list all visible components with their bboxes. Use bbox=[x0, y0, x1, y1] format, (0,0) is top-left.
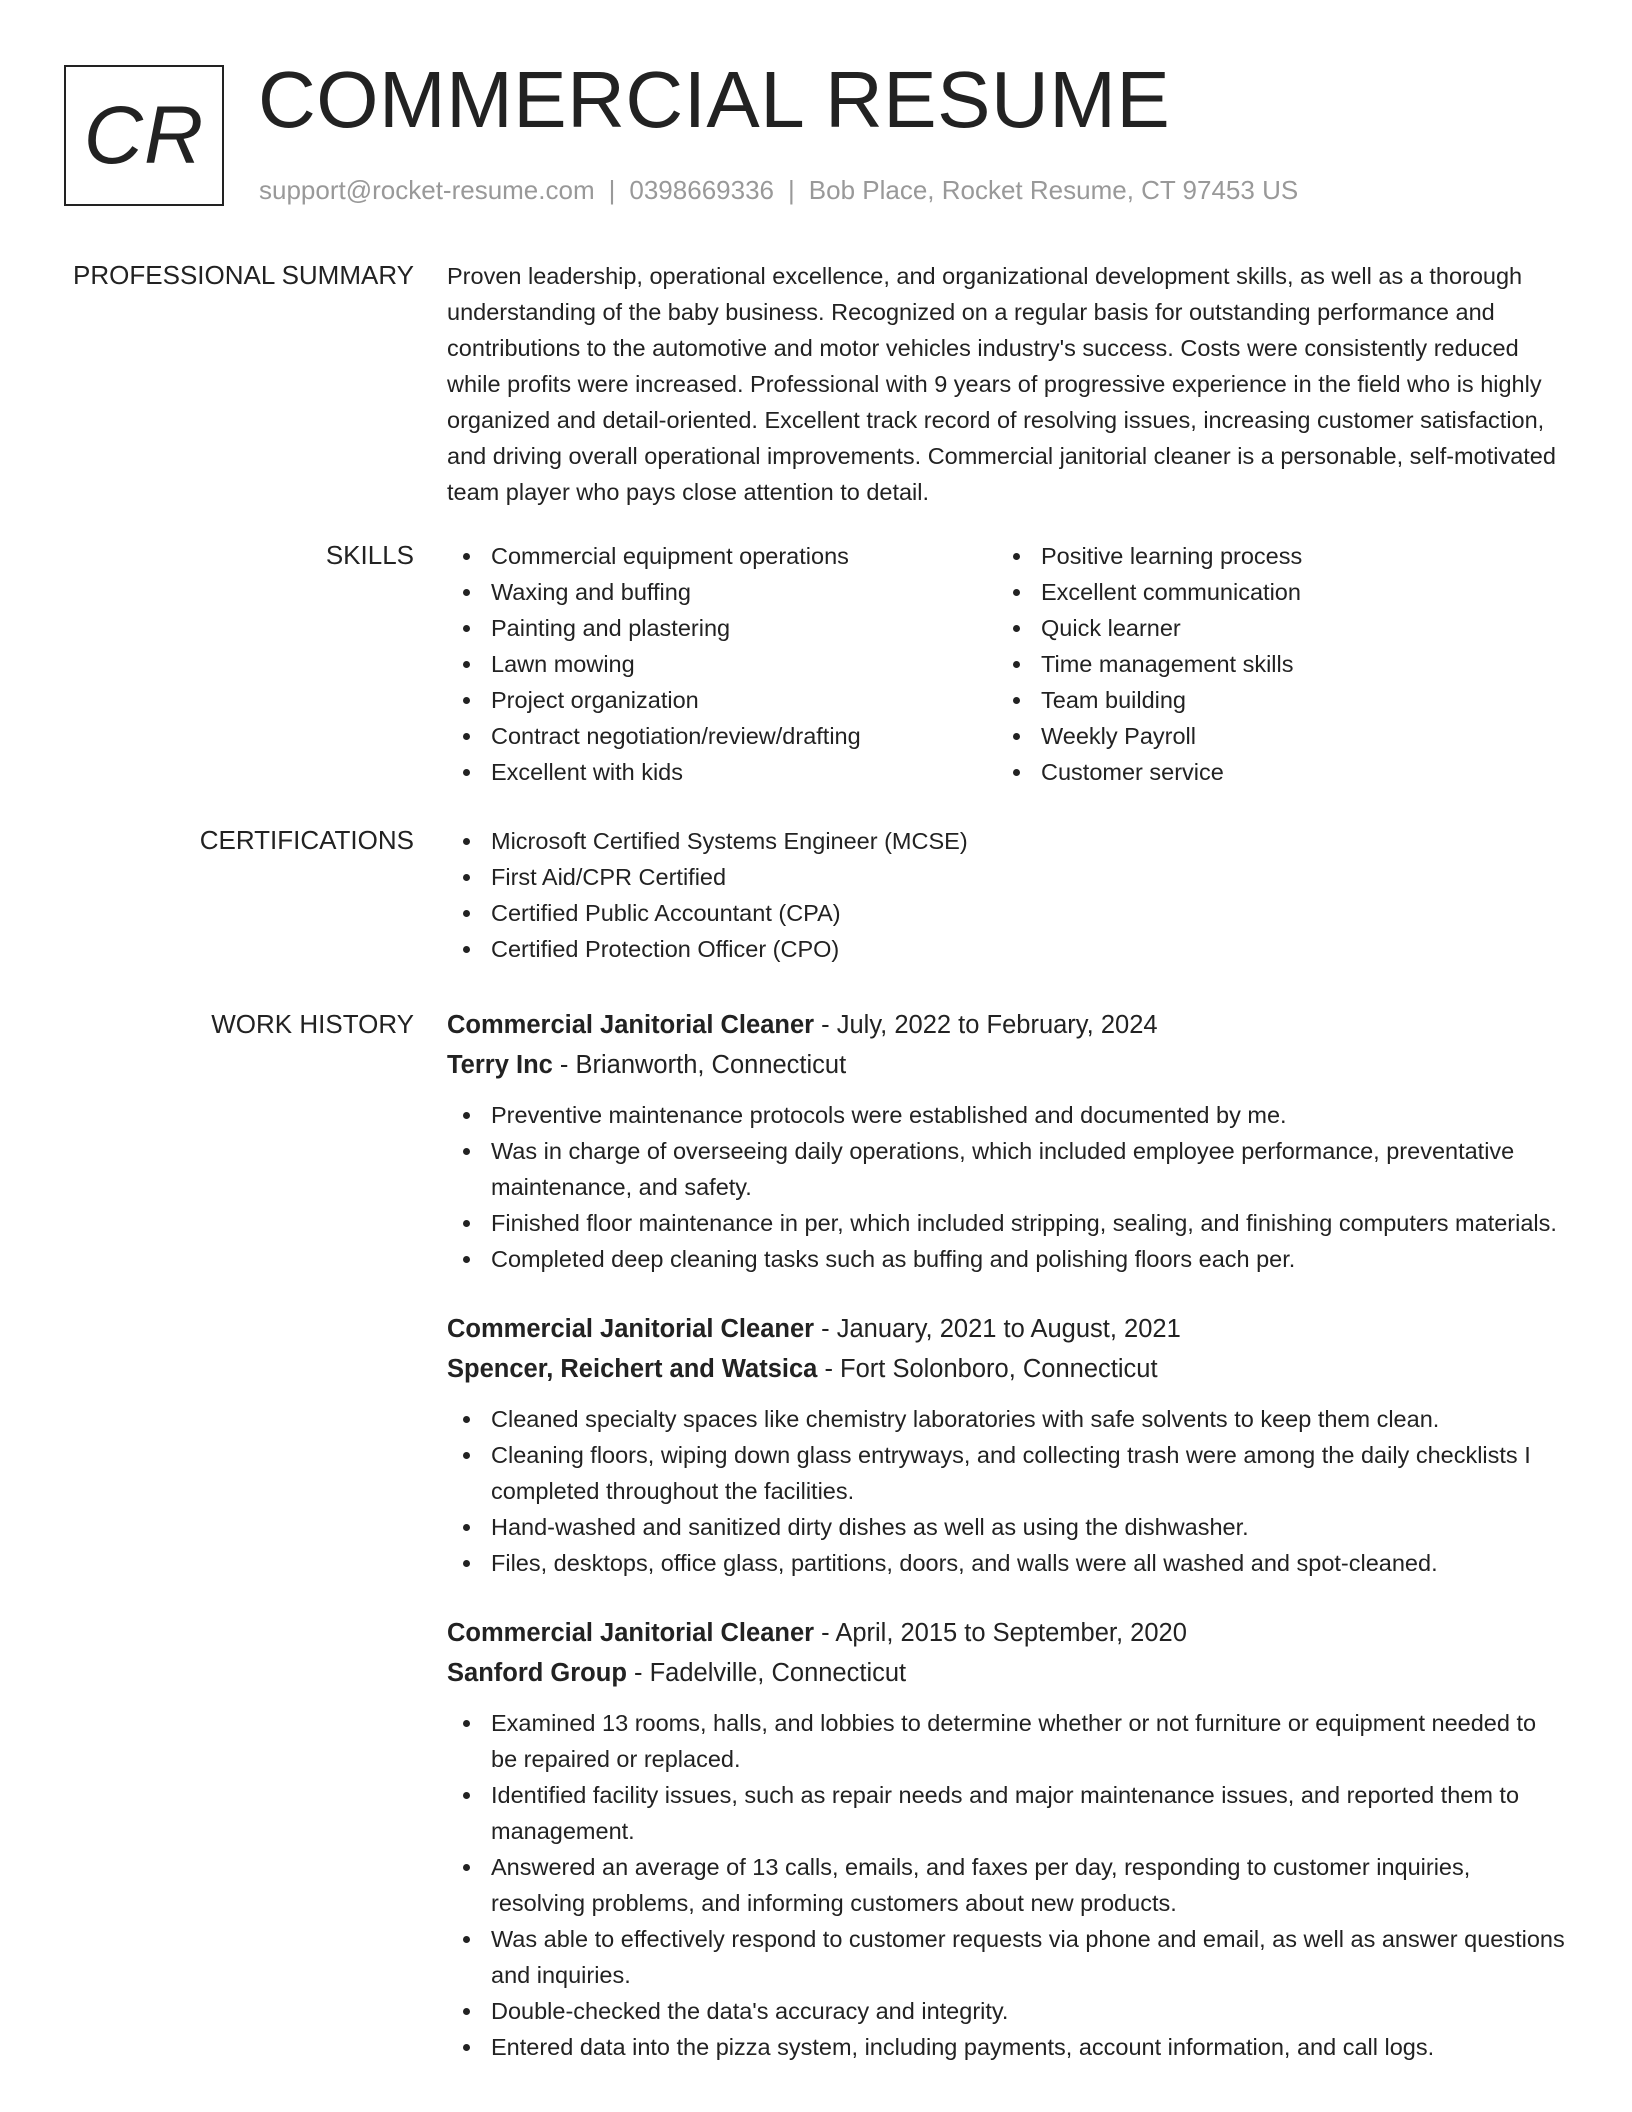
job-duty-item: Identified facility issues, such as repair needs and major maintenance issues, and reported them to management. bbox=[447, 1777, 1567, 1849]
work-history-label: WORK HISTORY bbox=[211, 1009, 414, 1039]
job-title: Commercial Janitorial Cleaner bbox=[447, 1315, 815, 1343]
summary-text: Proven leadership, operational excellence, and organizational development skills, as well as a thorough understanding of the baby business. Recognized on a regular basis for outstanding performance and contributions to the automotive and motor vehicles industry's success. Costs were consistently reduced while profits were increased. Professional with 9 years of progressive experience in the field who is highly organized and detail-oriented. Excellent track record of resolving issues, increasing customer satisfaction, and driving overall operational improvements. Commercial janitorial cleaner is a personable, self-motivated team player who pays close attention to detail. bbox=[447, 263, 1556, 505]
job-company: Sanford Group bbox=[447, 1659, 627, 1687]
job-duty-item: Double-checked the data's accuracy and integrity. bbox=[447, 1993, 1567, 2029]
skill-item: Project organization bbox=[447, 682, 997, 718]
monogram-box bbox=[64, 65, 224, 206]
job-duty-item: Entered data into the pizza system, including payments, account information, and call logs. bbox=[447, 2029, 1567, 2065]
job-duty-item: Preventive maintenance protocols were established and documented by me. bbox=[447, 1097, 1567, 1133]
skill-item: Team building bbox=[997, 682, 1547, 718]
job-duty-item: Files, desktops, office glass, partitions, doors, and walls were all washed and spot-cleaned. bbox=[447, 1545, 1567, 1581]
skills-column-right bbox=[997, 538, 1547, 790]
job-company-line bbox=[447, 1653, 1567, 1693]
skill-item: Painting and plastering bbox=[447, 610, 997, 646]
certifications-body bbox=[447, 823, 1567, 967]
summary-label: PROFESSIONAL SUMMARY bbox=[73, 260, 414, 290]
job-duty-item: Completed deep cleaning tasks such as buffing and polishing floors each per. bbox=[447, 1241, 1567, 1277]
certifications-label: CERTIFICATIONS bbox=[199, 825, 414, 855]
skill-item: Lawn mowing bbox=[447, 646, 997, 682]
job-company-line bbox=[447, 1349, 1567, 1389]
skills-column-left bbox=[447, 538, 997, 790]
job-duty-item: Was in charge of overseeing daily operations, which included employee performance, preventative maintenance, and safety. bbox=[447, 1133, 1567, 1205]
monogram-initials: CR bbox=[83, 89, 205, 181]
skill-item: Excellent communication bbox=[997, 574, 1547, 610]
contact-line bbox=[259, 175, 1298, 205]
job-title-line bbox=[447, 1613, 1567, 1653]
job-location: - Fort Solonboro, Connecticut bbox=[817, 1355, 1158, 1383]
job-location: - Brianworth, Connecticut bbox=[552, 1051, 847, 1079]
job-duty-item: Answered an average of 13 calls, emails, and faxes per day, responding to customer inquiries, resolving problems, and informing customers about new products. bbox=[447, 1849, 1567, 1921]
job-dates: - January, 2021 to August, 2021 bbox=[814, 1315, 1181, 1343]
job-title: Commercial Janitorial Cleaner bbox=[447, 1011, 815, 1039]
skills-list-right bbox=[997, 538, 1547, 790]
job-title-line bbox=[447, 1309, 1567, 1349]
skill-item: Positive learning process bbox=[997, 538, 1547, 574]
contact-separator: | bbox=[608, 175, 616, 205]
skill-item: Excellent with kids bbox=[447, 754, 997, 790]
skill-item: Waxing and buffing bbox=[447, 574, 997, 610]
skills-label: SKILLS bbox=[325, 540, 414, 570]
job-title-line bbox=[447, 1005, 1567, 1045]
job-duty-item: Was able to effectively respond to customer requests via phone and email, as well as answer questions and inquiries. bbox=[447, 1921, 1567, 1993]
skills-list-left bbox=[447, 538, 997, 790]
job-company-line bbox=[447, 1045, 1567, 1085]
job-location: - Fadelville, Connecticut bbox=[626, 1659, 907, 1687]
job-entry bbox=[447, 1309, 1567, 1581]
certification-item: Certified Protection Officer (CPO) bbox=[447, 931, 1567, 967]
job-duties-list bbox=[447, 1401, 1567, 1581]
job-duty-item: Cleaning floors, wiping down glass entryways, and collecting trash were among the daily checklists I completed throughout the facilities. bbox=[447, 1437, 1567, 1509]
job-duty-item: Hand-washed and sanitized dirty dishes as well as using the dishwasher. bbox=[447, 1509, 1567, 1545]
skill-item: Customer service bbox=[997, 754, 1547, 790]
job-title: Commercial Janitorial Cleaner bbox=[447, 1619, 815, 1647]
job-duties-list bbox=[447, 1705, 1567, 2065]
skills-body bbox=[447, 538, 1567, 790]
contact-address: Bob Place, Rocket Resume, CT 97453 US bbox=[808, 175, 1299, 205]
certifications-list bbox=[447, 823, 1567, 967]
skill-item: Quick learner bbox=[997, 610, 1547, 646]
certification-item: First Aid/CPR Certified bbox=[447, 859, 1567, 895]
contact-separator: | bbox=[788, 175, 795, 205]
skill-item: Commercial equipment operations bbox=[447, 538, 997, 574]
job-company: Spencer, Reichert and Watsica bbox=[447, 1355, 818, 1383]
contact-email: support@rocket-resume.com bbox=[259, 175, 595, 205]
job-dates: - July, 2022 to February, 2024 bbox=[814, 1011, 1158, 1039]
job-dates: - April, 2015 to September, 2020 bbox=[814, 1619, 1187, 1647]
skill-item: Weekly Payroll bbox=[997, 718, 1547, 754]
resume-title: COMMERCIAL RESUME bbox=[258, 55, 1171, 144]
skill-item: Contract negotiation/review/drafting bbox=[447, 718, 997, 754]
skill-item: Time management skills bbox=[997, 646, 1547, 682]
job-duty-item: Cleaned specialty spaces like chemistry laboratories with safe solvents to keep them clean. bbox=[447, 1401, 1567, 1437]
job-entry bbox=[447, 1613, 1567, 2065]
certification-item: Microsoft Certified Systems Engineer (MCSE) bbox=[447, 823, 1567, 859]
contact-phone: 0398669336 bbox=[629, 175, 774, 205]
certification-item: Certified Public Accountant (CPA) bbox=[447, 895, 1567, 931]
work-history-body bbox=[447, 1005, 1567, 2097]
job-entry bbox=[447, 1005, 1567, 1277]
job-duties-list bbox=[447, 1097, 1567, 1277]
job-company: Terry Inc bbox=[447, 1051, 553, 1079]
job-duty-item: Finished floor maintenance in per, which included stripping, sealing, and finishing computers materials. bbox=[447, 1205, 1567, 1241]
job-duty-item: Examined 13 rooms, halls, and lobbies to determine whether or not furniture or equipment needed to be repaired or replaced. bbox=[447, 1705, 1567, 1777]
